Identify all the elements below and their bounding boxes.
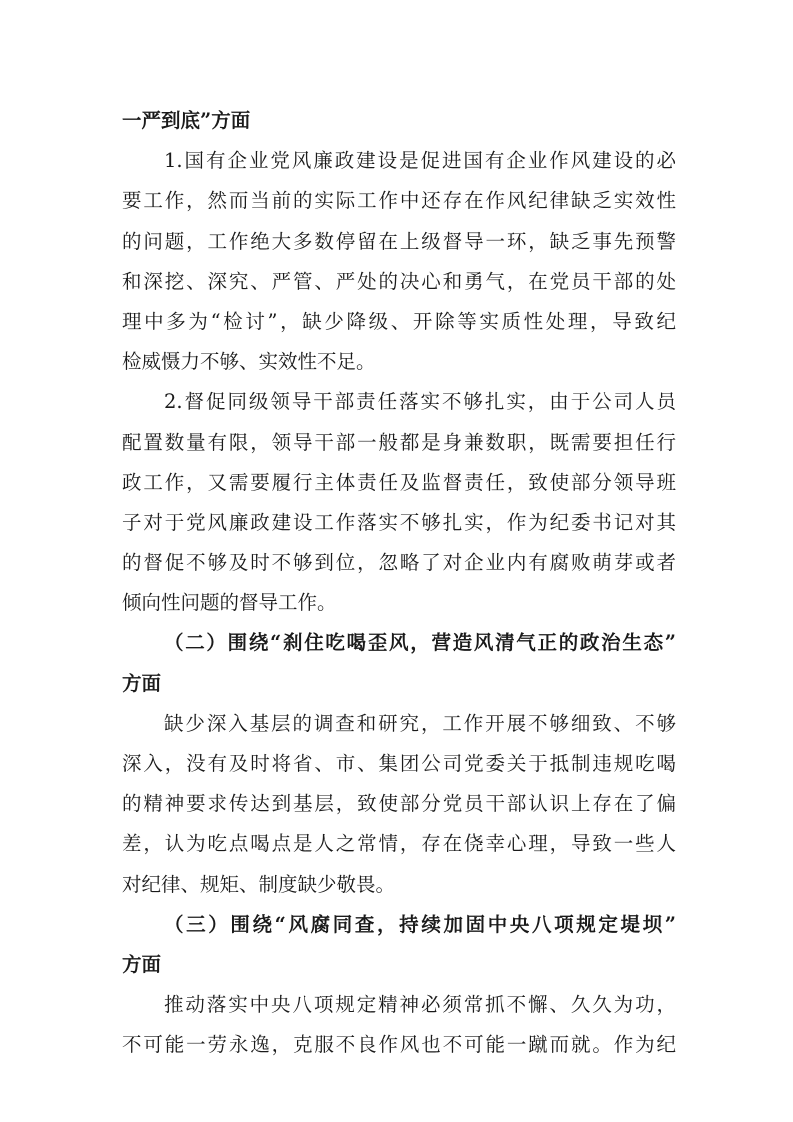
paragraph-line: 的督促不够及时不够到位，忽略了对企业内有腐败萌芽或者	[122, 551, 676, 575]
heading-line: （二）围绕“刹住吃喝歪风，营造风清气正的政治生态”	[164, 631, 676, 655]
paragraph-line: 1.国有企业党风廉政建设是促进国有企业作风建设的必	[164, 149, 676, 173]
heading-line: 方面	[122, 952, 162, 976]
paragraph-line: 政工作，又需要履行主体责任及监督责任，致使部分领导班	[122, 470, 676, 494]
paragraph-line: 要工作，然而当前的实际工作中还存在作风纪律缺乏实效性	[122, 189, 676, 213]
paragraph-line: 的问题，工作绝大多数停留在上级督导一环，缺乏事先预警	[122, 229, 676, 253]
paragraph-line: 不可能一劳永逸，克服不良作风也不可能一蹴而就。作为纪	[122, 1033, 676, 1057]
paragraph-line: 缺少深入基层的调查和研究，工作开展不够细致、不够	[164, 711, 676, 735]
paragraph-line: 2.督促同级领导干部责任落实不够扎实，由于公司人员	[164, 390, 676, 414]
heading-line: （三）围绕“风腐同查，持续加固中央八项规定堤坝”	[164, 912, 676, 936]
paragraph-line: 和深挖、深究、严管、严处的决心和勇气，在党员干部的处	[122, 269, 676, 293]
heading-line: 方面	[122, 671, 162, 695]
paragraph-line: 差，认为吃点喝点是人之常情，存在侥幸心理，导致一些人	[122, 832, 676, 856]
paragraph-line: 推动落实中央八项规定精神必须常抓不懈、久久为功，	[164, 993, 676, 1017]
heading-line: 一严到底”方面	[122, 109, 251, 132]
paragraph-line: 倾向性问题的督导工作。	[122, 591, 337, 615]
paragraph-line: 深入，没有及时将省、市、集团公司党委关于抵制违规吃喝	[122, 752, 676, 775]
paragraph-line: 配置数量有限，领导干部一般都是身兼数职，既需要担任行	[122, 430, 676, 454]
document-body	[122, 101, 676, 1066]
paragraph-line: 对纪律、规矩、制度缺少敬畏。	[122, 872, 396, 896]
paragraph-line: 子对于党风廉政建设工作落实不够扎实，作为纪委书记对其	[122, 510, 676, 534]
paragraph-line: 理中多为“检讨”，缺少降级、开除等实质性处理，导致纪	[122, 309, 676, 333]
paragraph-line: 的精神要求传达到基层，致使部分党员干部认识上存在了偏	[122, 792, 676, 816]
paragraph-line: 检威慑力不够、实效性不足。	[122, 350, 376, 374]
